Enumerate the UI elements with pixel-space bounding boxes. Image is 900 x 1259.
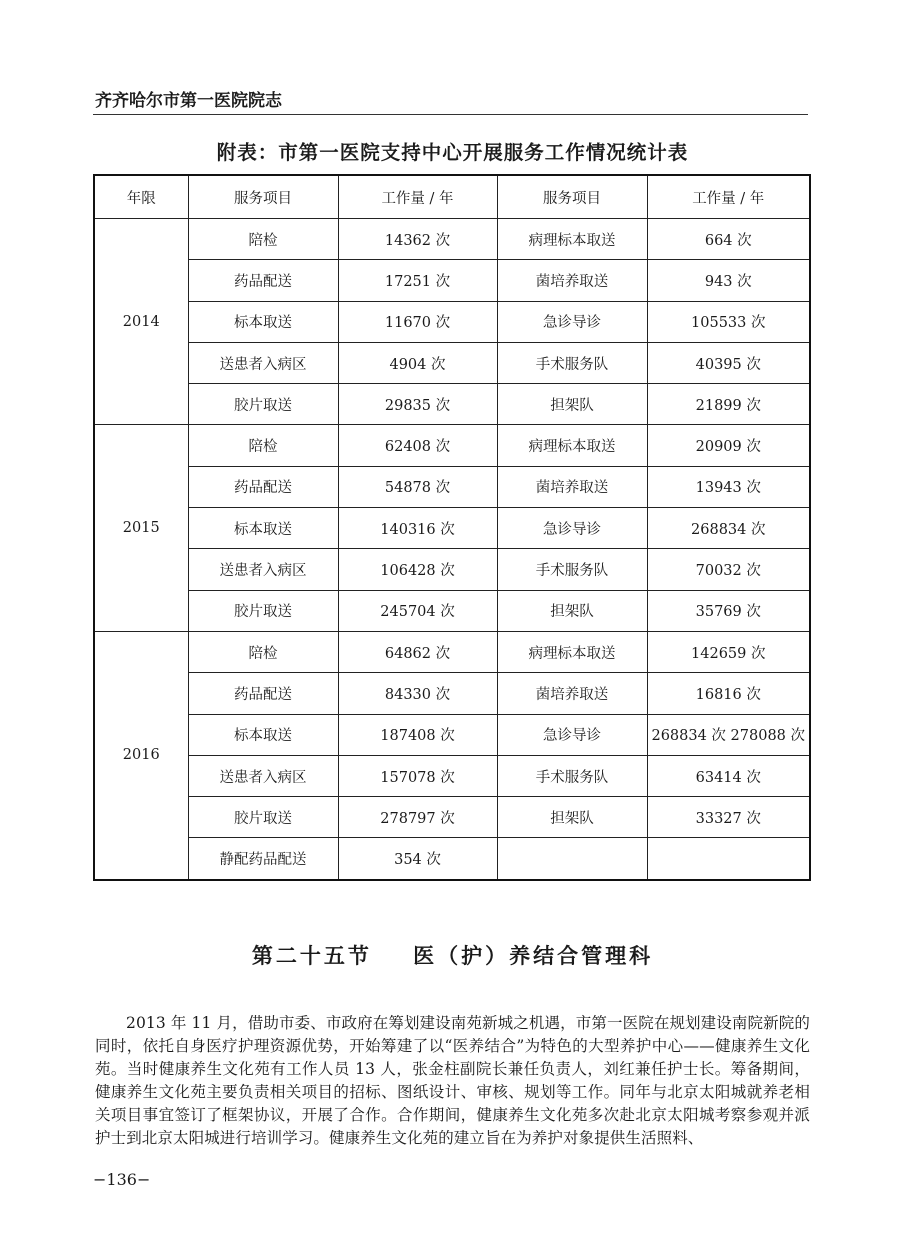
- workload-cell: 943 次: [647, 260, 810, 301]
- table-row: [94, 838, 810, 880]
- workload-cell: 64862 次: [338, 631, 497, 672]
- table-row: [94, 755, 810, 796]
- service-cell: 菌培养取送: [497, 260, 647, 301]
- table-row: [94, 590, 810, 631]
- service-cell: 病理标本取送: [497, 219, 647, 260]
- workload-cell: 54878 次: [338, 466, 497, 507]
- service-stats-table: [93, 174, 811, 881]
- section-heading: 第二十五节 医（护）养结合管理科: [251, 943, 654, 968]
- column-header-service: 服务项目: [188, 175, 338, 219]
- service-cell: 急诊导诊: [497, 714, 647, 755]
- service-cell: 担架队: [497, 384, 647, 425]
- workload-cell: 63414 次: [647, 755, 810, 796]
- workload-cell: 245704 次: [338, 590, 497, 631]
- workload-cell: 14362 次: [338, 219, 497, 260]
- table-row: [94, 714, 810, 755]
- service-cell: 病理标本取送: [497, 631, 647, 672]
- service-cell: 菌培养取送: [497, 466, 647, 507]
- service-cell: 送患者入病区: [188, 549, 338, 590]
- table-row: [94, 549, 810, 590]
- workload-cell: 268834 次 278088 次: [647, 714, 810, 755]
- service-cell: 药品配送: [188, 260, 338, 301]
- workload-cell: 62408 次: [338, 425, 497, 466]
- table-header-row: [94, 175, 810, 219]
- workload-cell: 4904 次: [338, 342, 497, 383]
- workload-cell: 268834 次: [647, 508, 810, 549]
- workload-cell: 33327 次: [647, 797, 810, 838]
- service-cell: 陪检: [188, 631, 338, 672]
- service-cell: 药品配送: [188, 466, 338, 507]
- workload-cell: 20909 次: [647, 425, 810, 466]
- header-rule: [93, 114, 808, 115]
- workload-cell: 29835 次: [338, 384, 497, 425]
- workload-cell: 40395 次: [647, 342, 810, 383]
- workload-cell: 21899 次: [647, 384, 810, 425]
- service-cell: 送患者入病区: [188, 342, 338, 383]
- table-row: [94, 384, 810, 425]
- table-row: [94, 508, 810, 549]
- service-cell: 急诊导诊: [497, 301, 647, 342]
- workload-cell: 13943 次: [647, 466, 810, 507]
- service-cell: 陪检: [188, 425, 338, 466]
- workload-cell: 11670 次: [338, 301, 497, 342]
- table-row: [94, 673, 810, 714]
- service-cell: 担架队: [497, 797, 647, 838]
- service-cell: 陪检: [188, 219, 338, 260]
- service-cell: 菌培养取送: [497, 673, 647, 714]
- service-cell: 胶片取送: [188, 797, 338, 838]
- workload-cell: 278797 次: [338, 797, 497, 838]
- service-cell: 标本取送: [188, 714, 338, 755]
- workload-cell: 354 次: [338, 838, 497, 880]
- workload-cell: 84330 次: [338, 673, 497, 714]
- table-title: 附表：市第一医院支持中心开展服务工作情况统计表: [216, 141, 689, 164]
- table-row: [94, 425, 810, 466]
- workload-cell: 16816 次: [647, 673, 810, 714]
- page-number: −136−: [93, 1170, 151, 1189]
- table-row: [94, 301, 810, 342]
- table-row: [94, 342, 810, 383]
- table-row: [94, 466, 810, 507]
- service-cell: 胶片取送: [188, 384, 338, 425]
- workload-cell: 105533 次: [647, 301, 810, 342]
- workload-cell: 70032 次: [647, 549, 810, 590]
- service-cell: 急诊导诊: [497, 508, 647, 549]
- service-cell: 药品配送: [188, 673, 338, 714]
- column-header-service: 服务项目: [497, 175, 647, 219]
- service-cell: 送患者入病区: [188, 755, 338, 796]
- running-head-title: 齐齐哈尔市第一医院院志: [95, 91, 282, 111]
- workload-cell: 157078 次: [338, 755, 497, 796]
- workload-cell: 17251 次: [338, 260, 497, 301]
- workload-cell: 664 次: [647, 219, 810, 260]
- service-cell: 担架队: [497, 590, 647, 631]
- workload-cell: [647, 838, 810, 880]
- service-cell: 手术服务队: [497, 755, 647, 796]
- column-header-workload: 工作量 / 年: [338, 175, 497, 219]
- column-header-workload: 工作量 / 年: [647, 175, 810, 219]
- service-cell: 病理标本取送: [497, 425, 647, 466]
- year-cell: 2016: [94, 631, 188, 879]
- service-cell: 手术服务队: [497, 342, 647, 383]
- service-cell: 标本取送: [188, 301, 338, 342]
- service-cell: 手术服务队: [497, 549, 647, 590]
- table-row: [94, 631, 810, 672]
- service-cell: 静配药品配送: [188, 838, 338, 880]
- service-cell: 标本取送: [188, 508, 338, 549]
- workload-cell: 35769 次: [647, 590, 810, 631]
- table-row: [94, 260, 810, 301]
- service-cell: [497, 838, 647, 880]
- year-cell: 2014: [94, 219, 188, 425]
- column-header-year: 年限: [94, 175, 188, 219]
- table-row: [94, 219, 810, 260]
- workload-cell: 187408 次: [338, 714, 497, 755]
- workload-cell: 106428 次: [338, 549, 497, 590]
- year-cell: 2015: [94, 425, 188, 631]
- workload-cell: 142659 次: [647, 631, 810, 672]
- table-row: [94, 797, 810, 838]
- workload-cell: 140316 次: [338, 508, 497, 549]
- section-paragraph: 2013 年 11 月，借助市委、市政府在筹划建设南苑新城之机遇，市第一医院在规划建设南院新院的同时，依托自身医疗护理资源优势，开始筹建了以“医养结合”为特色的大型养护中心——健康养生文化苑。当时健康养生文化苑有工作人员 13 人，张金柱副院长兼任负责人，刘红兼任护士长。筹备期间，健康养生文化苑主要负责相关项目的招标、图纸设计、审核、规划等工作。同年与北京太阳城就养老相关项目事宜签订了框架协议，开展了合作。合作期间，健康养生文化苑多次赴北京太阳城考察参观并派护士到北京太阳城进行培训学习。健康养生文化苑的建立旨在为养护对象提供生活照料、: [95, 1013, 810, 1147]
- service-cell: 胶片取送: [188, 590, 338, 631]
